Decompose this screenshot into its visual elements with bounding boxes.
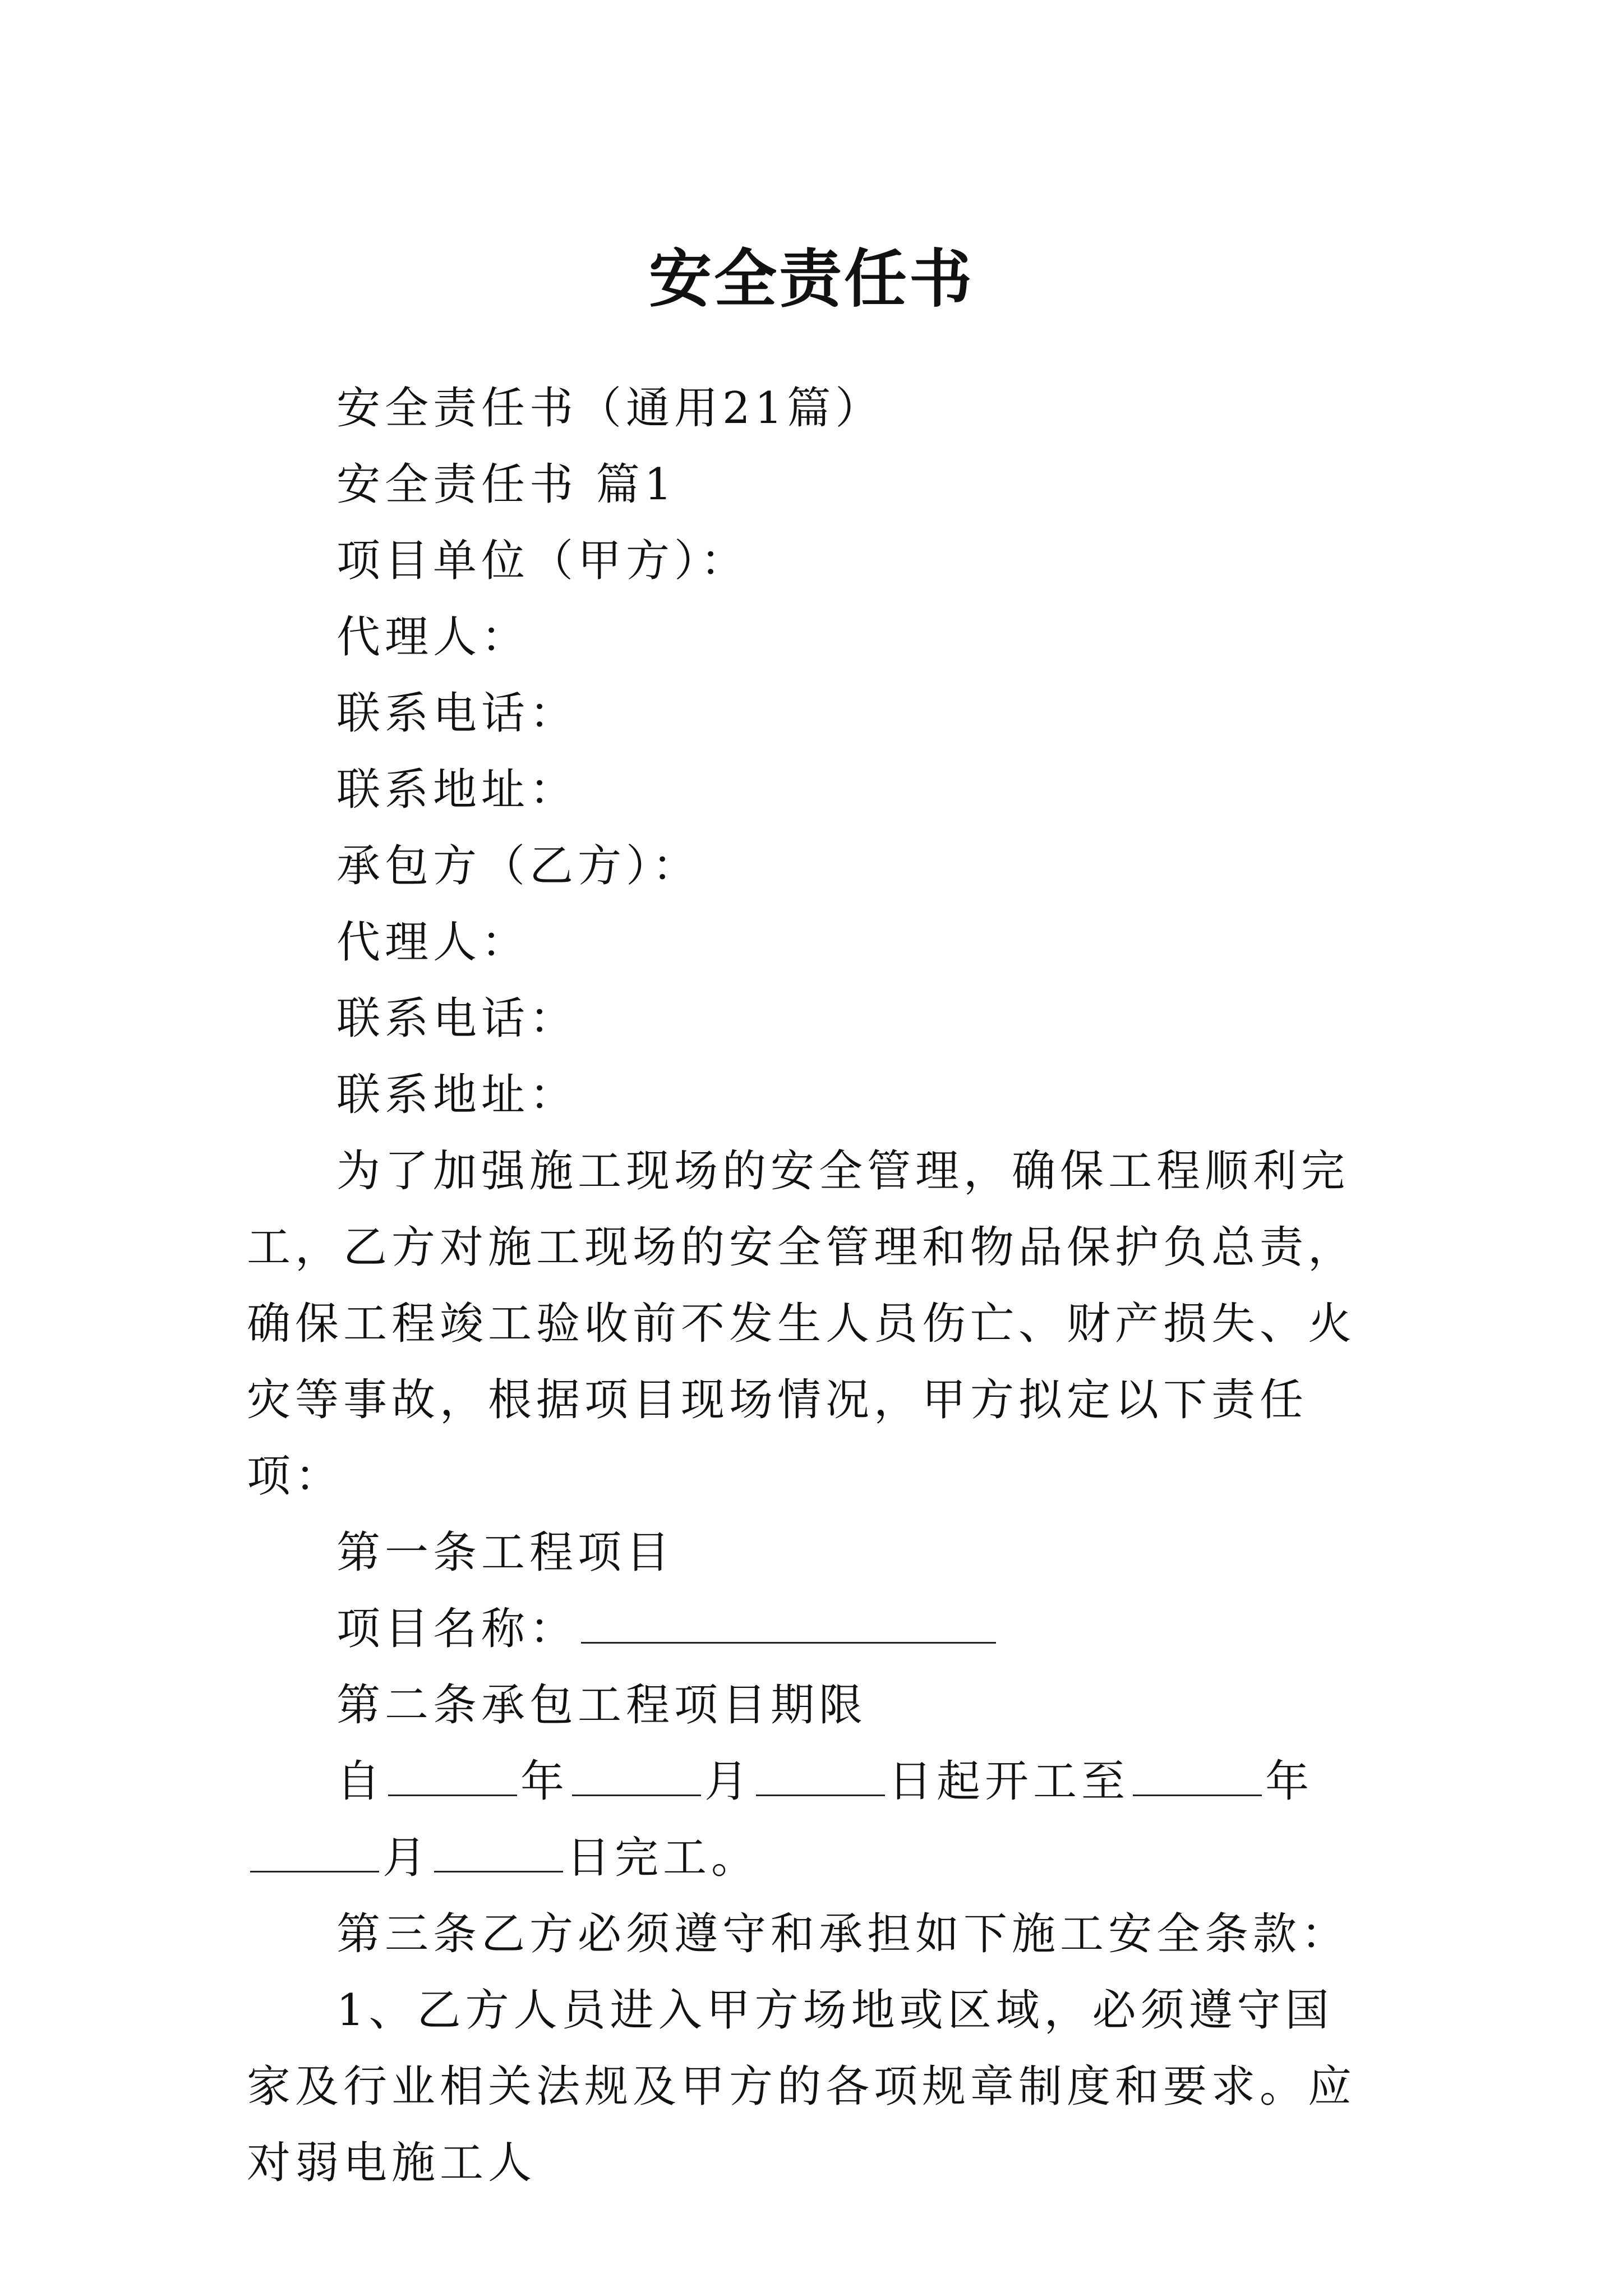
end-day-blank (434, 1832, 563, 1872)
project-name-blank (581, 1603, 996, 1644)
party-b-line: 承包方（乙方）： (336, 841, 701, 891)
document-title: 安全责任书 (649, 242, 974, 316)
period-month-1: 月 (704, 1756, 753, 1807)
intro-paragraph: 为了加强施工现场的安全管理，确保工程顺利完工，乙方对施工现场的安全管理和物品保护负总责，确保工程竣工验收前不发生人员伤亡、财产损失、火灾等事故，根据项目现场情况，甲方拟定以下责任项： (247, 1146, 1357, 1502)
article-1-heading: 第一条工程项目 (336, 1527, 675, 1578)
period-line (247, 1743, 1374, 1896)
article-3-heading: 第三条乙方必须遵守和承担如下施工安全条款： (336, 1909, 1350, 1959)
end-month-blank (250, 1832, 379, 1872)
phone-b-line: 联系电话： (336, 993, 578, 1044)
subtitle-line: 安全责任书（通用21篇） (336, 383, 884, 434)
period-year-1: 年 (520, 1756, 569, 1807)
project-name-line (247, 1591, 1374, 1667)
phone-a-line: 联系电话： (336, 688, 578, 739)
period-day-end: 日完工。 (566, 1833, 760, 1883)
address-a-line: 联系地址： (336, 765, 578, 815)
period-day-start: 日起开工至 (888, 1756, 1130, 1807)
period-from: 自 (336, 1756, 385, 1807)
clause-1-paragraph: 1、乙方人员进入甲方场地或区域，必须遵守国家及行业相关法规及甲方的各项规章制度和要求。应对弱电施工人 (247, 1985, 1357, 2188)
document-body (247, 370, 1374, 2201)
agent-a-line: 代理人： (336, 612, 530, 662)
end-year-blank (1133, 1755, 1262, 1796)
start-year-blank (388, 1755, 517, 1796)
address-b-line: 联系地址： (336, 1070, 578, 1120)
agent-b-line: 代理人： (336, 917, 530, 968)
party-a-line: 项目单位（甲方）： (336, 536, 749, 586)
article-2-heading: 第二条承包工程项目期限 (336, 1680, 868, 1731)
start-day-blank (756, 1755, 885, 1796)
project-name-label: 项目名称： (336, 1604, 578, 1654)
section-heading: 安全责任书 篇1 (336, 459, 677, 510)
start-month-blank (572, 1755, 701, 1796)
period-month-2: 月 (382, 1833, 431, 1883)
period-year-2: 年 (1265, 1756, 1314, 1807)
